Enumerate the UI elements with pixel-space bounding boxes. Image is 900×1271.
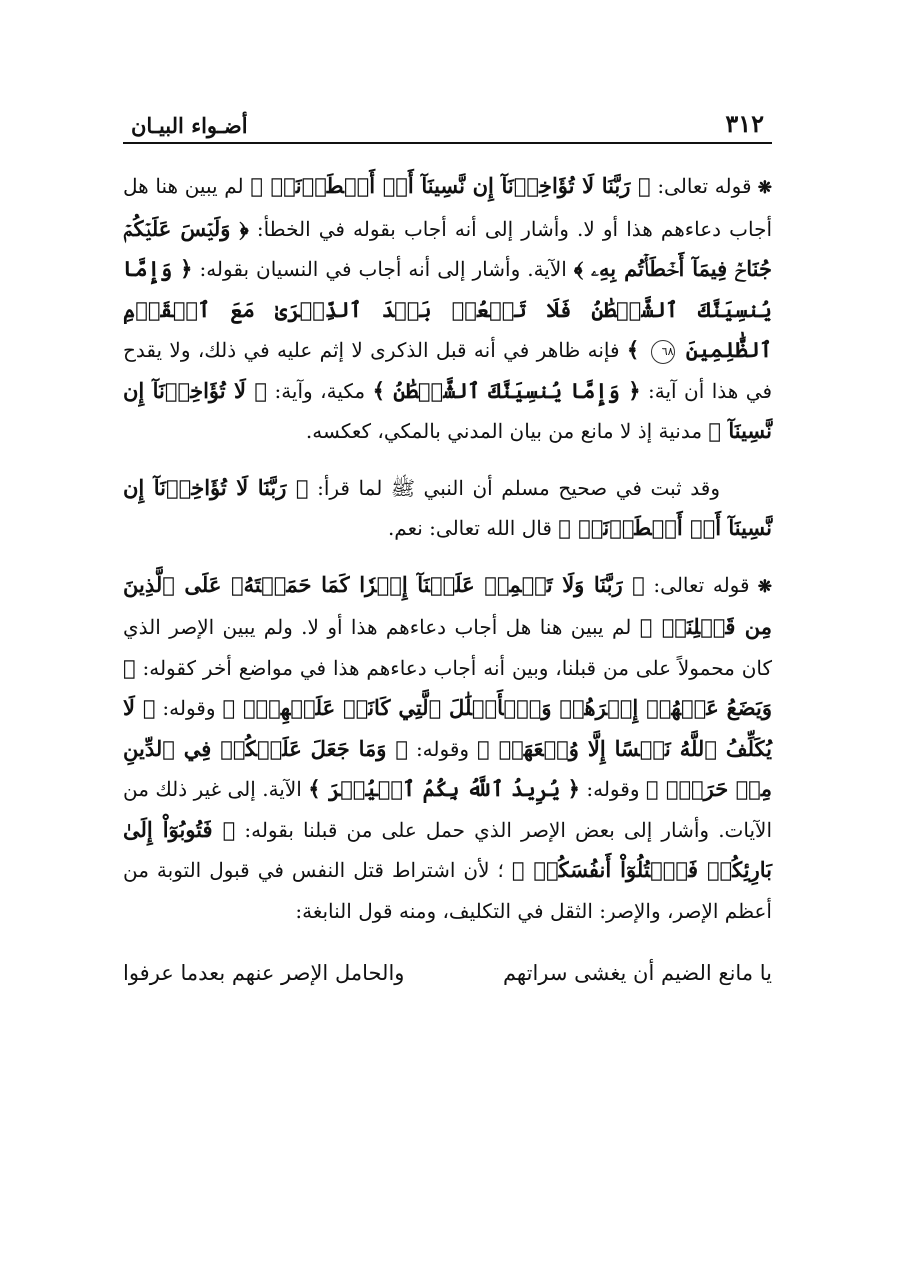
- quran-quote: ﴿ رَبَّنَا لَا تُؤَاخِذۡنَآ إِن نَّسِينَآ أَوۡ أَخۡطَأۡنَاۚ ﴾: [250, 173, 651, 198]
- text-run: فإنه ظاهر في أنه قبل الذكرى لا إثم عليه في ذلك، ولا يقدح في هذا أن آية:: [123, 338, 773, 403]
- text-run: قال الله تعالى: نعم.: [387, 516, 552, 540]
- verse-number-marker: ٦٨: [651, 340, 675, 364]
- quran-quote: ﴿ رَبَّنَا لَا تُؤَاخِذۡنَآ إِن نَّسِينَآ أَوۡ أَخۡطَأۡنَاۚ ﴾: [123, 474, 772, 540]
- quran-quote: ﴿ وَلَيۡسَ عَلَيۡكُمۡ جُنَاحٞ فِيمَآ أَخۡطَأۡتُم بِهِۦ ﴾: [123, 215, 772, 281]
- quran-quote: ﴿ رَبَّنَا وَلَا تَحۡمِلۡ عَلَيۡنَآ إِصۡرٗا كَمَا حَمَلۡتَهُۥ عَلَى ٱلَّذِينَ مِن قَبۡلِنَاۚ ﴾: [123, 571, 773, 639]
- text-run: الآية. إلى غير ذلك من الآيات. وأشار إلى بعض الإصر الذي حمل على من قبلنا بقوله:: [123, 777, 773, 842]
- text-run: ؛ لأن اشتراط قتل النفس في قبول التوبة من أعظم الإصر، والإصر: الثقل في التكليف، ومنه قول النابغة:: [123, 858, 772, 923]
- text-run: مدنية إذ لا مانع من بيان المدني بالمكي، كعكسه.: [305, 419, 703, 443]
- quran-quote: ﴿ فَتُوبُوٓاْ إِلَىٰ بَارِئِكُمۡ فَٱقۡتُلُوٓاْ أَنفُسَكُمۡ ﴾: [123, 816, 772, 882]
- text-run: وقوله:: [415, 736, 470, 761]
- text-run: قوله تعالى:: [657, 174, 752, 198]
- text-run: وقوله:: [162, 696, 216, 720]
- paragraph-1: [123, 166, 772, 452]
- text-run: لم يبين هنا هل أجاب دعاءهم هذا أو لا. وأشار إلى أنه أجاب بقوله في الخطأ:: [123, 174, 773, 241]
- text-run: وقد ثبت في صحيح مسلم أن النبي ﷺ لما قرأ:: [317, 475, 720, 500]
- page-body: [123, 166, 772, 993]
- quran-quote: ﴿ لَا تُؤَاخِذۡنَآ إِن نَّسِينَآ ﴾: [123, 377, 772, 443]
- book-title: أضـواء البيـان: [131, 113, 248, 138]
- text-run: مكية، وآية:: [274, 378, 366, 403]
- quran-quote: ﴿ وَإِمَّا يُنسِيَنَّكَ ٱلشَّيۡطَٰنُ ﴾: [372, 377, 641, 403]
- page-number: ٣١٢: [725, 109, 764, 138]
- paragraph-2: [123, 468, 772, 549]
- poem-hemistich-second: والحامل الإصر عنهم بعدما عرفوا: [123, 961, 405, 985]
- quran-quote: ﴿ يُرِيدُ ٱللَّهُ بِكُمُ ٱلۡيُسۡرَ ﴾: [308, 776, 580, 801]
- text-run: قوله تعالى:: [653, 572, 750, 597]
- paragraph-3: [123, 565, 772, 932]
- running-header: [123, 106, 772, 144]
- poem-hemistich-first: يا مانع الضيم أن يغشى سراتهم: [502, 961, 772, 985]
- quran-quote: ﴿ لَا يُكَلِّفُ ٱللَّهُ نَفۡسًا إِلَّا وُسۡعَهَاۚ ﴾: [123, 695, 772, 761]
- quran-quote: ﴿ وَمَا جَعَلَ عَلَيۡكُمۡ فِي ٱلدِّينِ مِنۡ حَرَجٖۚ ﴾: [123, 735, 773, 801]
- text-run: وقوله:: [586, 777, 640, 801]
- quran-quote: ﴿ وَيَضَعُ عَنۡهُمۡ إِصۡرَهُمۡ وَٱلۡأَغۡلَٰلَ ٱلَّتِي كَانَتۡ عَلَيۡهِمۡۚ ﴾: [123, 654, 773, 720]
- text-run: لم يبين هنا هل أجاب دعاءهم هذا أو لا. ولم يبين الإصر الذي كان محمولاً على من قبلنا، وبين أنه أجاب دعاءهم هذا في مواضع أخر كقوله:: [123, 615, 773, 680]
- quran-bracket: ﴾: [626, 337, 640, 362]
- poem-verse: [123, 953, 772, 993]
- quran-quote: ﴿ وَإِمَّا يُنسِيَنَّكَ ٱلشَّيۡطَٰنُ فَلَا تَقۡعُدۡ بَعۡدَ ٱلذِّكۡرَىٰ مَعَ ٱلۡقَوۡمِ ٱلظَّٰلِمِينَ: [123, 256, 773, 362]
- text-run: الآية. وأشار إلى أنه أجاب في النسيان بقوله:: [199, 257, 567, 281]
